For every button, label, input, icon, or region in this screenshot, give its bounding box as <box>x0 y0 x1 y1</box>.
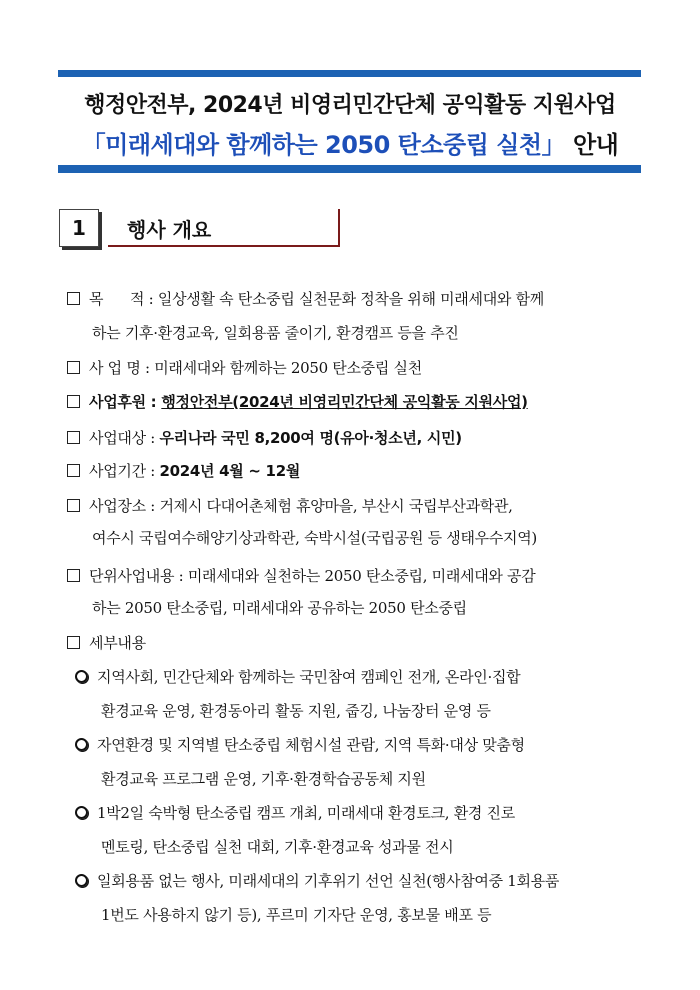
detail-text-cont: 1번도 사용하지 않기 등), 푸르미 기자단 운영, 홍보물 배포 등 <box>101 906 492 924</box>
place-label: 사업장소 : <box>89 497 160 515</box>
title-open-bracket: 「 <box>81 131 106 159</box>
item-sponsor <box>67 391 528 412</box>
item-target <box>67 427 462 448</box>
checkbox-square-icon <box>67 395 80 408</box>
detail-label: 세부내용 <box>89 634 146 652</box>
detail-text-cont: 환경교육 운영, 환경동아리 활동 지원, 줍깅, 나눔장터 운영 등 <box>101 702 491 720</box>
header-bottom-rule <box>58 165 641 173</box>
target-label: 사업대상 : <box>89 429 160 447</box>
name-text: 미래세대와 함께하는 2050 탄소중립 실천 <box>154 359 422 377</box>
detail-item <box>75 666 520 687</box>
checkbox-square-icon <box>67 636 80 649</box>
place-text: 거제시 다대어촌체험 휴양마을, 부산시 국립부산과학관, <box>159 497 513 515</box>
purpose-text-cont: 하는 기후·환경교육, 일회용품 줄이기, 환경캠프 등을 추진 <box>92 324 459 342</box>
item-name <box>67 357 422 378</box>
header-top-rule <box>58 70 641 77</box>
checkbox-square-icon <box>67 431 80 444</box>
checkbox-square-icon <box>67 569 80 582</box>
detail-text: 지역사회, 민간단체와 함께하는 국민참여 캠페인 전개, 온라인·집합 <box>97 668 521 686</box>
item-place <box>67 495 513 516</box>
circle-bullet-icon <box>75 670 88 683</box>
section-title: 행사 개요 <box>127 218 212 242</box>
item-purpose <box>67 288 544 309</box>
unit-text-cont: 하는 2050 탄소중립, 미래세대와 공유하는 2050 탄소중립 <box>92 599 467 617</box>
purpose-label: 목 적 : <box>89 290 158 308</box>
detail-item <box>75 870 559 891</box>
checkbox-square-icon <box>67 361 80 374</box>
unit-text: 미래세대와 실천하는 2050 탄소중립, 미래세대와 공감 <box>187 567 536 585</box>
period-label: 사업기간 : <box>89 462 160 480</box>
sponsor-label: 사업후원 : <box>89 393 162 411</box>
title-highlight: 미래세대와 함께하는 2050 탄소중립 실천 <box>105 131 542 159</box>
name-label: 사 업 명 : <box>89 359 155 377</box>
item-unit <box>67 565 535 586</box>
circle-bullet-icon <box>75 738 88 751</box>
target-text: 우리나라 국민 8,200여 명(유아·청소년, 시민) <box>159 429 462 447</box>
item-period <box>67 460 300 481</box>
sponsor-text: 행정안전부(2024년 비영리민간단체 공익활동 지원사업) <box>161 393 528 411</box>
page-title-line1: 행정안전부, 2024년 비영리민간단체 공익활동 지원사업 <box>84 93 616 118</box>
section-number: 1 <box>59 209 99 247</box>
detail-item <box>75 734 525 755</box>
checkbox-square-icon <box>67 292 80 305</box>
detail-item <box>75 802 515 823</box>
purpose-text: 일상생활 속 탄소중립 실천문화 정착을 위해 미래세대와 함께 <box>157 290 544 308</box>
circle-bullet-icon <box>75 874 88 887</box>
checkbox-square-icon <box>67 499 80 512</box>
detail-text: 자연환경 및 지역별 탄소중립 체험시설 관람, 지역 특화·대상 맞춤형 <box>97 736 525 754</box>
detail-text: 1박2일 숙박형 탄소중립 캠프 개최, 미래세대 환경토크, 환경 진로 <box>97 804 515 822</box>
page-title-line2 <box>0 125 700 160</box>
circle-bullet-icon <box>75 806 88 819</box>
title-tail: 안내 <box>565 131 619 159</box>
detail-text-cont: 멘토링, 탄소중립 실천 대회, 기후·환경교육 성과물 전시 <box>101 838 454 856</box>
unit-label: 단위사업내용 : <box>89 567 188 585</box>
checkbox-square-icon <box>67 464 80 477</box>
title-close-bracket: 」 <box>541 131 566 159</box>
item-detail <box>67 632 146 653</box>
detail-text-cont: 환경교육 프로그램 운영, 기후·환경학습공동체 지원 <box>101 770 426 788</box>
period-text: 2024년 4월 ~ 12월 <box>159 462 301 480</box>
detail-text: 일회용품 없는 행사, 미래세대의 기후위기 선언 실천(행사참여중 1회용품 <box>97 872 560 890</box>
place-text-cont: 여수시 국립여수해양기상과학관, 숙박시설(국립공원 등 생태우수지역) <box>92 529 537 547</box>
